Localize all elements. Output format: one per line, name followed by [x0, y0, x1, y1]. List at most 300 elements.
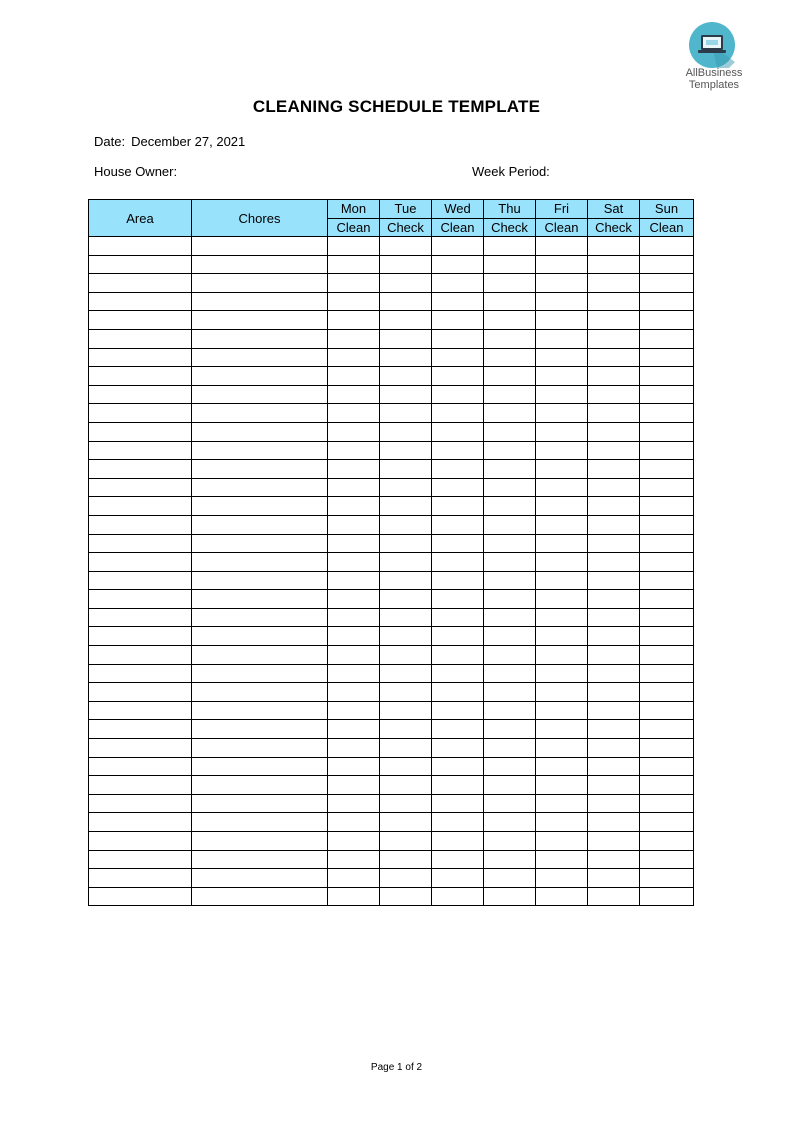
cell-chores[interactable] [192, 292, 328, 311]
cell-tue[interactable] [380, 553, 432, 572]
cell-chores[interactable] [192, 348, 328, 367]
cell-tue[interactable] [380, 441, 432, 460]
cell-fri[interactable] [536, 497, 588, 516]
cell-sun[interactable] [640, 534, 694, 553]
cell-sun[interactable] [640, 367, 694, 386]
cell-wed[interactable] [432, 887, 484, 906]
cell-wed[interactable] [432, 590, 484, 609]
cell-sat[interactable] [588, 367, 640, 386]
cell-mon[interactable] [328, 404, 380, 423]
cell-sat[interactable] [588, 590, 640, 609]
cell-sun[interactable] [640, 329, 694, 348]
cell-thu[interactable] [484, 311, 536, 330]
cell-sat[interactable] [588, 832, 640, 851]
cell-mon[interactable] [328, 292, 380, 311]
cell-mon[interactable] [328, 850, 380, 869]
cell-mon[interactable] [328, 497, 380, 516]
cell-sat[interactable] [588, 794, 640, 813]
cell-tue[interactable] [380, 237, 432, 256]
cell-sun[interactable] [640, 571, 694, 590]
cell-wed[interactable] [432, 813, 484, 832]
cell-sun[interactable] [640, 237, 694, 256]
cell-mon[interactable] [328, 534, 380, 553]
cell-area[interactable] [89, 646, 192, 665]
cell-sun[interactable] [640, 478, 694, 497]
cell-fri[interactable] [536, 329, 588, 348]
cell-wed[interactable] [432, 571, 484, 590]
cell-chores[interactable] [192, 571, 328, 590]
cell-fri[interactable] [536, 608, 588, 627]
cell-chores[interactable] [192, 776, 328, 795]
cell-sat[interactable] [588, 776, 640, 795]
cell-wed[interactable] [432, 367, 484, 386]
cell-sat[interactable] [588, 664, 640, 683]
cell-area[interactable] [89, 850, 192, 869]
cell-sun[interactable] [640, 720, 694, 739]
cell-area[interactable] [89, 571, 192, 590]
cell-thu[interactable] [484, 515, 536, 534]
cell-tue[interactable] [380, 701, 432, 720]
cell-wed[interactable] [432, 515, 484, 534]
cell-sun[interactable] [640, 887, 694, 906]
cell-area[interactable] [89, 460, 192, 479]
cell-sun[interactable] [640, 608, 694, 627]
cell-mon[interactable] [328, 720, 380, 739]
cell-thu[interactable] [484, 646, 536, 665]
cell-wed[interactable] [432, 237, 484, 256]
cell-wed[interactable] [432, 460, 484, 479]
cell-wed[interactable] [432, 292, 484, 311]
cell-chores[interactable] [192, 739, 328, 758]
cell-wed[interactable] [432, 385, 484, 404]
cell-mon[interactable] [328, 367, 380, 386]
cell-thu[interactable] [484, 627, 536, 646]
cell-sun[interactable] [640, 255, 694, 274]
cell-sat[interactable] [588, 608, 640, 627]
cell-tue[interactable] [380, 664, 432, 683]
cell-chores[interactable] [192, 367, 328, 386]
cell-wed[interactable] [432, 553, 484, 572]
cell-fri[interactable] [536, 515, 588, 534]
cell-sat[interactable] [588, 813, 640, 832]
cell-area[interactable] [89, 497, 192, 516]
cell-tue[interactable] [380, 367, 432, 386]
cell-area[interactable] [89, 441, 192, 460]
cell-fri[interactable] [536, 385, 588, 404]
cell-mon[interactable] [328, 237, 380, 256]
cell-tue[interactable] [380, 329, 432, 348]
cell-chores[interactable] [192, 237, 328, 256]
cell-area[interactable] [89, 385, 192, 404]
cell-mon[interactable] [328, 441, 380, 460]
cell-wed[interactable] [432, 664, 484, 683]
cell-chores[interactable] [192, 590, 328, 609]
cell-chores[interactable] [192, 422, 328, 441]
cell-sat[interactable] [588, 534, 640, 553]
cell-chores[interactable] [192, 441, 328, 460]
cell-tue[interactable] [380, 608, 432, 627]
cell-tue[interactable] [380, 683, 432, 702]
cell-tue[interactable] [380, 534, 432, 553]
cell-mon[interactable] [328, 515, 380, 534]
cell-mon[interactable] [328, 608, 380, 627]
cell-sat[interactable] [588, 329, 640, 348]
cell-chores[interactable] [192, 255, 328, 274]
cell-wed[interactable] [432, 739, 484, 758]
cell-wed[interactable] [432, 255, 484, 274]
cell-sat[interactable] [588, 422, 640, 441]
cell-area[interactable] [89, 887, 192, 906]
cell-fri[interactable] [536, 274, 588, 293]
cell-mon[interactable] [328, 553, 380, 572]
cell-chores[interactable] [192, 850, 328, 869]
cell-chores[interactable] [192, 274, 328, 293]
cell-thu[interactable] [484, 664, 536, 683]
cell-tue[interactable] [380, 497, 432, 516]
cell-chores[interactable] [192, 627, 328, 646]
cell-thu[interactable] [484, 478, 536, 497]
cell-sun[interactable] [640, 497, 694, 516]
cell-mon[interactable] [328, 794, 380, 813]
cell-area[interactable] [89, 627, 192, 646]
cell-fri[interactable] [536, 404, 588, 423]
cell-fri[interactable] [536, 832, 588, 851]
cell-chores[interactable] [192, 757, 328, 776]
cell-sat[interactable] [588, 850, 640, 869]
cell-mon[interactable] [328, 757, 380, 776]
cell-chores[interactable] [192, 887, 328, 906]
cell-mon[interactable] [328, 329, 380, 348]
cell-chores[interactable] [192, 460, 328, 479]
cell-wed[interactable] [432, 497, 484, 516]
cell-mon[interactable] [328, 627, 380, 646]
cell-area[interactable] [89, 478, 192, 497]
cell-fri[interactable] [536, 348, 588, 367]
cell-area[interactable] [89, 274, 192, 293]
cell-fri[interactable] [536, 739, 588, 758]
cell-sat[interactable] [588, 757, 640, 776]
cell-chores[interactable] [192, 497, 328, 516]
cell-sat[interactable] [588, 497, 640, 516]
cell-area[interactable] [89, 739, 192, 758]
cell-tue[interactable] [380, 404, 432, 423]
cell-area[interactable] [89, 292, 192, 311]
cell-fri[interactable] [536, 478, 588, 497]
cell-wed[interactable] [432, 404, 484, 423]
cell-sat[interactable] [588, 255, 640, 274]
cell-thu[interactable] [484, 813, 536, 832]
cell-sat[interactable] [588, 627, 640, 646]
cell-mon[interactable] [328, 776, 380, 795]
cell-wed[interactable] [432, 478, 484, 497]
cell-tue[interactable] [380, 311, 432, 330]
cell-tue[interactable] [380, 850, 432, 869]
cell-thu[interactable] [484, 367, 536, 386]
cell-thu[interactable] [484, 608, 536, 627]
cell-area[interactable] [89, 794, 192, 813]
cell-sat[interactable] [588, 385, 640, 404]
cell-mon[interactable] [328, 739, 380, 758]
cell-fri[interactable] [536, 869, 588, 888]
cell-fri[interactable] [536, 571, 588, 590]
cell-fri[interactable] [536, 422, 588, 441]
cell-fri[interactable] [536, 720, 588, 739]
cell-sun[interactable] [640, 627, 694, 646]
cell-area[interactable] [89, 720, 192, 739]
cell-mon[interactable] [328, 274, 380, 293]
cell-sat[interactable] [588, 683, 640, 702]
cell-tue[interactable] [380, 739, 432, 758]
cell-thu[interactable] [484, 869, 536, 888]
cell-thu[interactable] [484, 385, 536, 404]
cell-fri[interactable] [536, 664, 588, 683]
cell-sun[interactable] [640, 311, 694, 330]
cell-tue[interactable] [380, 422, 432, 441]
cell-sun[interactable] [640, 460, 694, 479]
cell-chores[interactable] [192, 404, 328, 423]
cell-mon[interactable] [328, 887, 380, 906]
cell-wed[interactable] [432, 720, 484, 739]
cell-mon[interactable] [328, 571, 380, 590]
cell-mon[interactable] [328, 348, 380, 367]
cell-chores[interactable] [192, 385, 328, 404]
cell-fri[interactable] [536, 590, 588, 609]
cell-chores[interactable] [192, 664, 328, 683]
cell-tue[interactable] [380, 348, 432, 367]
cell-thu[interactable] [484, 274, 536, 293]
cell-sun[interactable] [640, 701, 694, 720]
cell-sat[interactable] [588, 887, 640, 906]
cell-area[interactable] [89, 367, 192, 386]
cell-chores[interactable] [192, 794, 328, 813]
cell-area[interactable] [89, 329, 192, 348]
cell-area[interactable] [89, 869, 192, 888]
cell-fri[interactable] [536, 776, 588, 795]
cell-chores[interactable] [192, 720, 328, 739]
cell-sat[interactable] [588, 348, 640, 367]
cell-fri[interactable] [536, 683, 588, 702]
cell-thu[interactable] [484, 404, 536, 423]
cell-sat[interactable] [588, 646, 640, 665]
cell-fri[interactable] [536, 441, 588, 460]
cell-thu[interactable] [484, 237, 536, 256]
cell-wed[interactable] [432, 422, 484, 441]
cell-sat[interactable] [588, 739, 640, 758]
cell-tue[interactable] [380, 757, 432, 776]
cell-area[interactable] [89, 683, 192, 702]
cell-sun[interactable] [640, 404, 694, 423]
cell-sat[interactable] [588, 237, 640, 256]
cell-mon[interactable] [328, 255, 380, 274]
cell-sun[interactable] [640, 274, 694, 293]
cell-mon[interactable] [328, 832, 380, 851]
cell-sun[interactable] [640, 292, 694, 311]
cell-chores[interactable] [192, 869, 328, 888]
cell-sun[interactable] [640, 776, 694, 795]
cell-area[interactable] [89, 422, 192, 441]
cell-mon[interactable] [328, 385, 380, 404]
cell-sun[interactable] [640, 869, 694, 888]
cell-area[interactable] [89, 553, 192, 572]
cell-chores[interactable] [192, 608, 328, 627]
cell-sun[interactable] [640, 683, 694, 702]
cell-tue[interactable] [380, 255, 432, 274]
cell-sat[interactable] [588, 553, 640, 572]
cell-sun[interactable] [640, 794, 694, 813]
cell-chores[interactable] [192, 646, 328, 665]
cell-mon[interactable] [328, 664, 380, 683]
cell-mon[interactable] [328, 460, 380, 479]
cell-chores[interactable] [192, 832, 328, 851]
cell-sun[interactable] [640, 348, 694, 367]
cell-sat[interactable] [588, 869, 640, 888]
cell-mon[interactable] [328, 478, 380, 497]
cell-thu[interactable] [484, 794, 536, 813]
cell-thu[interactable] [484, 590, 536, 609]
cell-thu[interactable] [484, 683, 536, 702]
cell-fri[interactable] [536, 887, 588, 906]
cell-thu[interactable] [484, 739, 536, 758]
cell-sun[interactable] [640, 385, 694, 404]
cell-area[interactable] [89, 757, 192, 776]
cell-thu[interactable] [484, 553, 536, 572]
cell-sun[interactable] [640, 646, 694, 665]
cell-wed[interactable] [432, 534, 484, 553]
cell-fri[interactable] [536, 367, 588, 386]
cell-wed[interactable] [432, 311, 484, 330]
cell-mon[interactable] [328, 813, 380, 832]
cell-chores[interactable] [192, 683, 328, 702]
cell-fri[interactable] [536, 255, 588, 274]
cell-wed[interactable] [432, 646, 484, 665]
cell-tue[interactable] [380, 460, 432, 479]
cell-chores[interactable] [192, 701, 328, 720]
cell-area[interactable] [89, 255, 192, 274]
cell-tue[interactable] [380, 515, 432, 534]
cell-thu[interactable] [484, 832, 536, 851]
cell-fri[interactable] [536, 794, 588, 813]
cell-wed[interactable] [432, 627, 484, 646]
cell-thu[interactable] [484, 720, 536, 739]
cell-area[interactable] [89, 534, 192, 553]
cell-thu[interactable] [484, 887, 536, 906]
cell-tue[interactable] [380, 869, 432, 888]
cell-tue[interactable] [380, 832, 432, 851]
cell-sun[interactable] [640, 441, 694, 460]
cell-fri[interactable] [536, 813, 588, 832]
cell-fri[interactable] [536, 237, 588, 256]
cell-chores[interactable] [192, 813, 328, 832]
cell-area[interactable] [89, 776, 192, 795]
cell-area[interactable] [89, 515, 192, 534]
cell-mon[interactable] [328, 422, 380, 441]
cell-sat[interactable] [588, 441, 640, 460]
cell-thu[interactable] [484, 460, 536, 479]
cell-tue[interactable] [380, 627, 432, 646]
cell-chores[interactable] [192, 553, 328, 572]
cell-area[interactable] [89, 311, 192, 330]
cell-sun[interactable] [640, 739, 694, 758]
cell-area[interactable] [89, 832, 192, 851]
cell-sat[interactable] [588, 720, 640, 739]
cell-thu[interactable] [484, 422, 536, 441]
cell-area[interactable] [89, 590, 192, 609]
cell-sun[interactable] [640, 553, 694, 572]
cell-thu[interactable] [484, 441, 536, 460]
cell-thu[interactable] [484, 850, 536, 869]
cell-wed[interactable] [432, 776, 484, 795]
cell-sat[interactable] [588, 571, 640, 590]
cell-fri[interactable] [536, 627, 588, 646]
cell-wed[interactable] [432, 329, 484, 348]
cell-tue[interactable] [380, 887, 432, 906]
cell-fri[interactable] [536, 646, 588, 665]
cell-sun[interactable] [640, 664, 694, 683]
cell-chores[interactable] [192, 478, 328, 497]
cell-wed[interactable] [432, 757, 484, 776]
cell-wed[interactable] [432, 348, 484, 367]
cell-mon[interactable] [328, 683, 380, 702]
cell-tue[interactable] [380, 590, 432, 609]
cell-sat[interactable] [588, 515, 640, 534]
cell-tue[interactable] [380, 478, 432, 497]
cell-thu[interactable] [484, 757, 536, 776]
cell-chores[interactable] [192, 534, 328, 553]
cell-area[interactable] [89, 701, 192, 720]
cell-thu[interactable] [484, 701, 536, 720]
cell-fri[interactable] [536, 757, 588, 776]
cell-sat[interactable] [588, 311, 640, 330]
cell-sat[interactable] [588, 460, 640, 479]
cell-area[interactable] [89, 608, 192, 627]
cell-fri[interactable] [536, 534, 588, 553]
cell-sat[interactable] [588, 274, 640, 293]
cell-tue[interactable] [380, 794, 432, 813]
cell-tue[interactable] [380, 720, 432, 739]
cell-chores[interactable] [192, 329, 328, 348]
cell-fri[interactable] [536, 460, 588, 479]
cell-sat[interactable] [588, 478, 640, 497]
cell-chores[interactable] [192, 311, 328, 330]
cell-thu[interactable] [484, 776, 536, 795]
cell-mon[interactable] [328, 590, 380, 609]
cell-mon[interactable] [328, 869, 380, 888]
cell-sat[interactable] [588, 292, 640, 311]
cell-wed[interactable] [432, 683, 484, 702]
cell-mon[interactable] [328, 311, 380, 330]
cell-thu[interactable] [484, 329, 536, 348]
cell-wed[interactable] [432, 441, 484, 460]
cell-thu[interactable] [484, 255, 536, 274]
cell-fri[interactable] [536, 701, 588, 720]
cell-wed[interactable] [432, 608, 484, 627]
cell-thu[interactable] [484, 292, 536, 311]
cell-area[interactable] [89, 237, 192, 256]
cell-tue[interactable] [380, 571, 432, 590]
cell-mon[interactable] [328, 646, 380, 665]
cell-wed[interactable] [432, 869, 484, 888]
cell-wed[interactable] [432, 850, 484, 869]
cell-thu[interactable] [484, 571, 536, 590]
cell-sun[interactable] [640, 832, 694, 851]
cell-thu[interactable] [484, 534, 536, 553]
cell-thu[interactable] [484, 348, 536, 367]
cell-area[interactable] [89, 664, 192, 683]
cell-sun[interactable] [640, 813, 694, 832]
cell-sat[interactable] [588, 701, 640, 720]
cell-tue[interactable] [380, 292, 432, 311]
cell-mon[interactable] [328, 701, 380, 720]
